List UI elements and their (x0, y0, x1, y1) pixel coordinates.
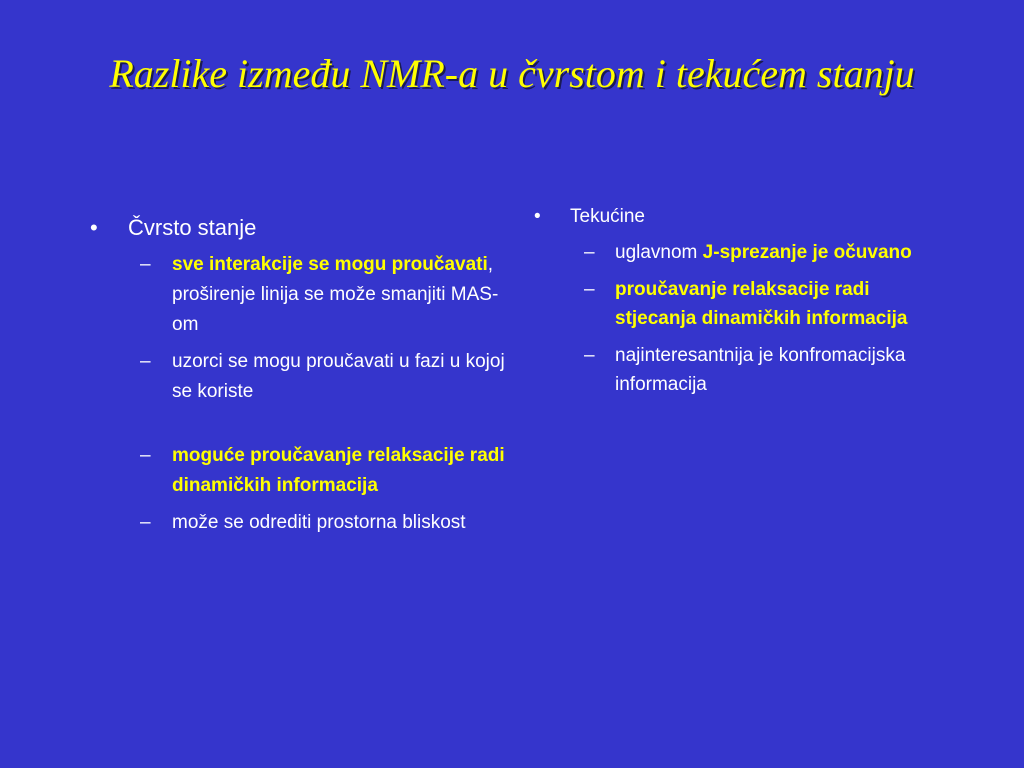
highlight-text: sve interakcije se mogu proučavati (172, 254, 488, 275)
solid-state-subitems (88, 250, 508, 538)
dash-marker: – (140, 512, 151, 533)
item-text: uzorci se mogu proučavati u fazi u kojoj se koriste (172, 351, 505, 402)
list-item (532, 341, 932, 399)
dash-marker: – (140, 254, 151, 275)
item-text: , proširenje linija se može smanjiti MAS-om (172, 254, 499, 335)
item-text: uglavnom (615, 242, 703, 263)
dash-marker: – (584, 345, 595, 366)
liquids-subitems (532, 238, 932, 399)
bullet-dot: • (90, 215, 98, 240)
bullet-label: Čvrsto stanje (128, 215, 257, 240)
list-item (88, 250, 508, 340)
highlight-text: J-sprezanje je očuvano (702, 242, 912, 263)
dash-marker: – (584, 279, 595, 300)
right-column (532, 204, 932, 399)
item-text: može se odrediti prostorna bliskost (172, 512, 466, 533)
list-item (88, 441, 508, 501)
bullet-label: Tekućine (570, 206, 645, 227)
slide-title: Razlike između NMR-a u čvrstom i tekućem stanju (109, 51, 915, 96)
left-column (88, 213, 508, 538)
bullet-dot: • (534, 206, 541, 227)
highlight-text: moguće proučavanje relaksacije radi dinamičkih informacija (172, 445, 505, 496)
dash-marker: – (584, 242, 595, 263)
list-item (88, 508, 508, 538)
bullet-solid-state (88, 213, 508, 243)
bullet-liquids (532, 204, 932, 230)
item-text: najinteresantnija je konfromacijska informacija (615, 345, 906, 395)
list-item (532, 275, 932, 333)
dash-marker: – (140, 351, 151, 372)
list-item (88, 347, 508, 407)
highlight-text: proučavanje relaksacije radi stjecanja dinamičkih informacija (615, 279, 908, 329)
dash-marker: – (140, 445, 151, 466)
list-item (532, 238, 932, 267)
